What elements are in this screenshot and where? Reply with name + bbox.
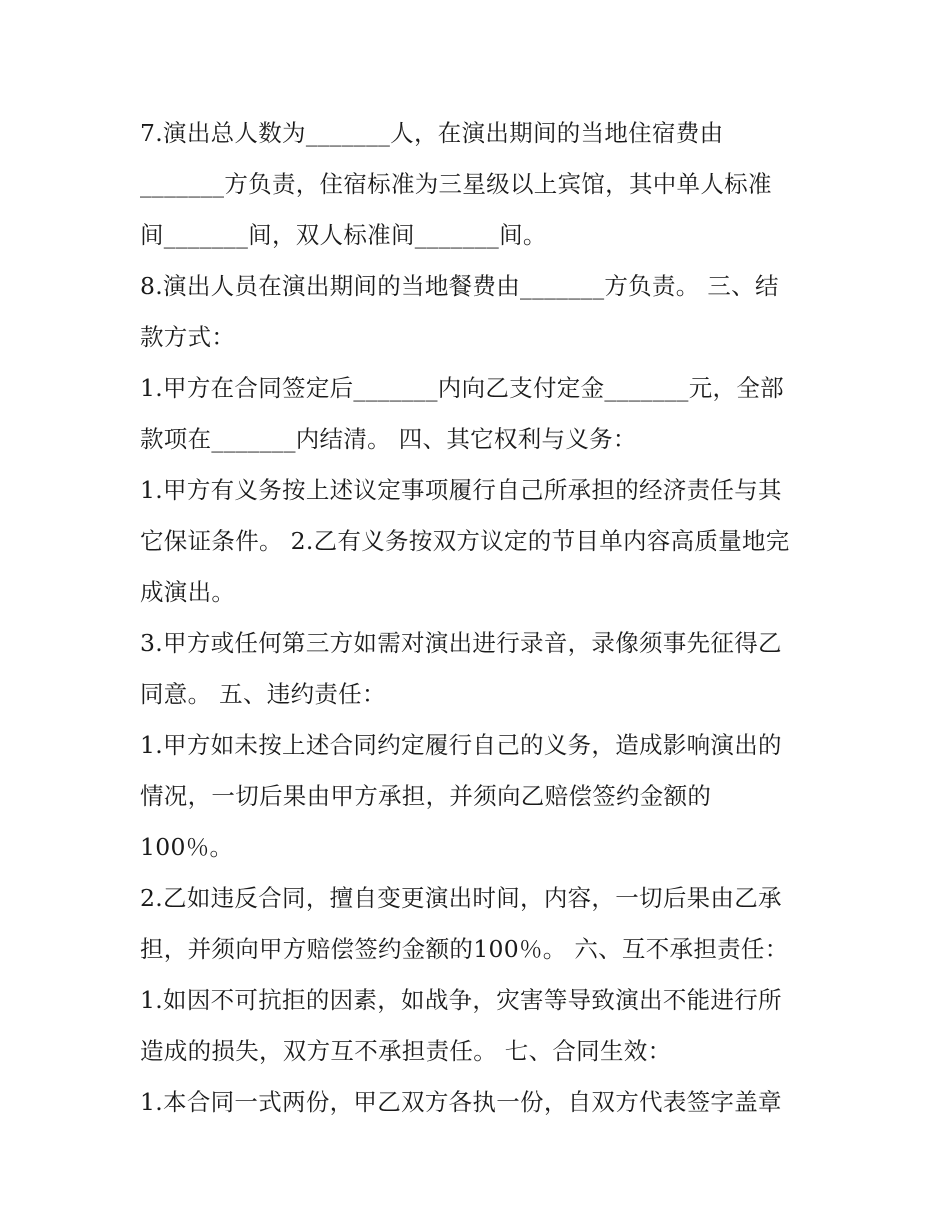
text-line: 1.甲方在合同签定后_______内向乙支付定金_______元，全部 <box>140 374 784 402</box>
text-line: 1.本合同一式两份，甲乙双方各执一份，自双方代表签字盖章 <box>140 1088 782 1116</box>
text-line: 2.乙如违反合同，擅自变更演出时间，内容，一切后果由乙承 <box>140 884 782 912</box>
text-line: 3.甲方或任何第三方如需对演出进行录音，录像须事先征得乙 <box>140 629 782 657</box>
document-body <box>140 108 820 1128</box>
text-line: 1.甲方有义务按上述议定事项履行自己所承担的经济责任与其 <box>140 476 782 504</box>
text-line: 情况，一切后果由甲方承担，并须向乙赔偿签约金额的 <box>140 782 712 810</box>
text-line: 它保证条件。 2.乙有义务按双方议定的节目单内容高质量地完 <box>140 527 790 555</box>
text-line: 款方式： <box>140 323 236 351</box>
text-line: 8.演出人员在演出期间的当地餐费由_______方负责。 三、结 <box>140 272 779 300</box>
text-line: 造成的损失，双方互不承担责任。 七、合同生效： <box>140 1037 672 1065</box>
text-line: 同意。 五、违约责任： <box>140 680 386 708</box>
text-line: 100％。 <box>140 833 234 861</box>
text-line: 担，并须向甲方赔偿签约金额的100％。 六、互不承担责任： <box>140 935 789 963</box>
text-line: 款项在_______内结清。 四、其它权利与义务： <box>140 425 637 453</box>
text-line: 1.如因不可抗拒的因素，如战争，灾害等导致演出不能进行所 <box>140 986 782 1014</box>
text-line: 间_______间，双人标准间_______间。 <box>140 221 547 249</box>
text-line: _______方负责，住宿标准为三星级以上宾馆，其中单人标准 <box>140 170 772 198</box>
text-line: 成演出。 <box>140 578 236 606</box>
text-line: 1.甲方如未按上述合同约定履行自己的义务，造成影响演出的 <box>140 731 782 759</box>
text-line: 7.演出总人数为_______人，在演出期间的当地住宿费由 <box>140 119 724 147</box>
